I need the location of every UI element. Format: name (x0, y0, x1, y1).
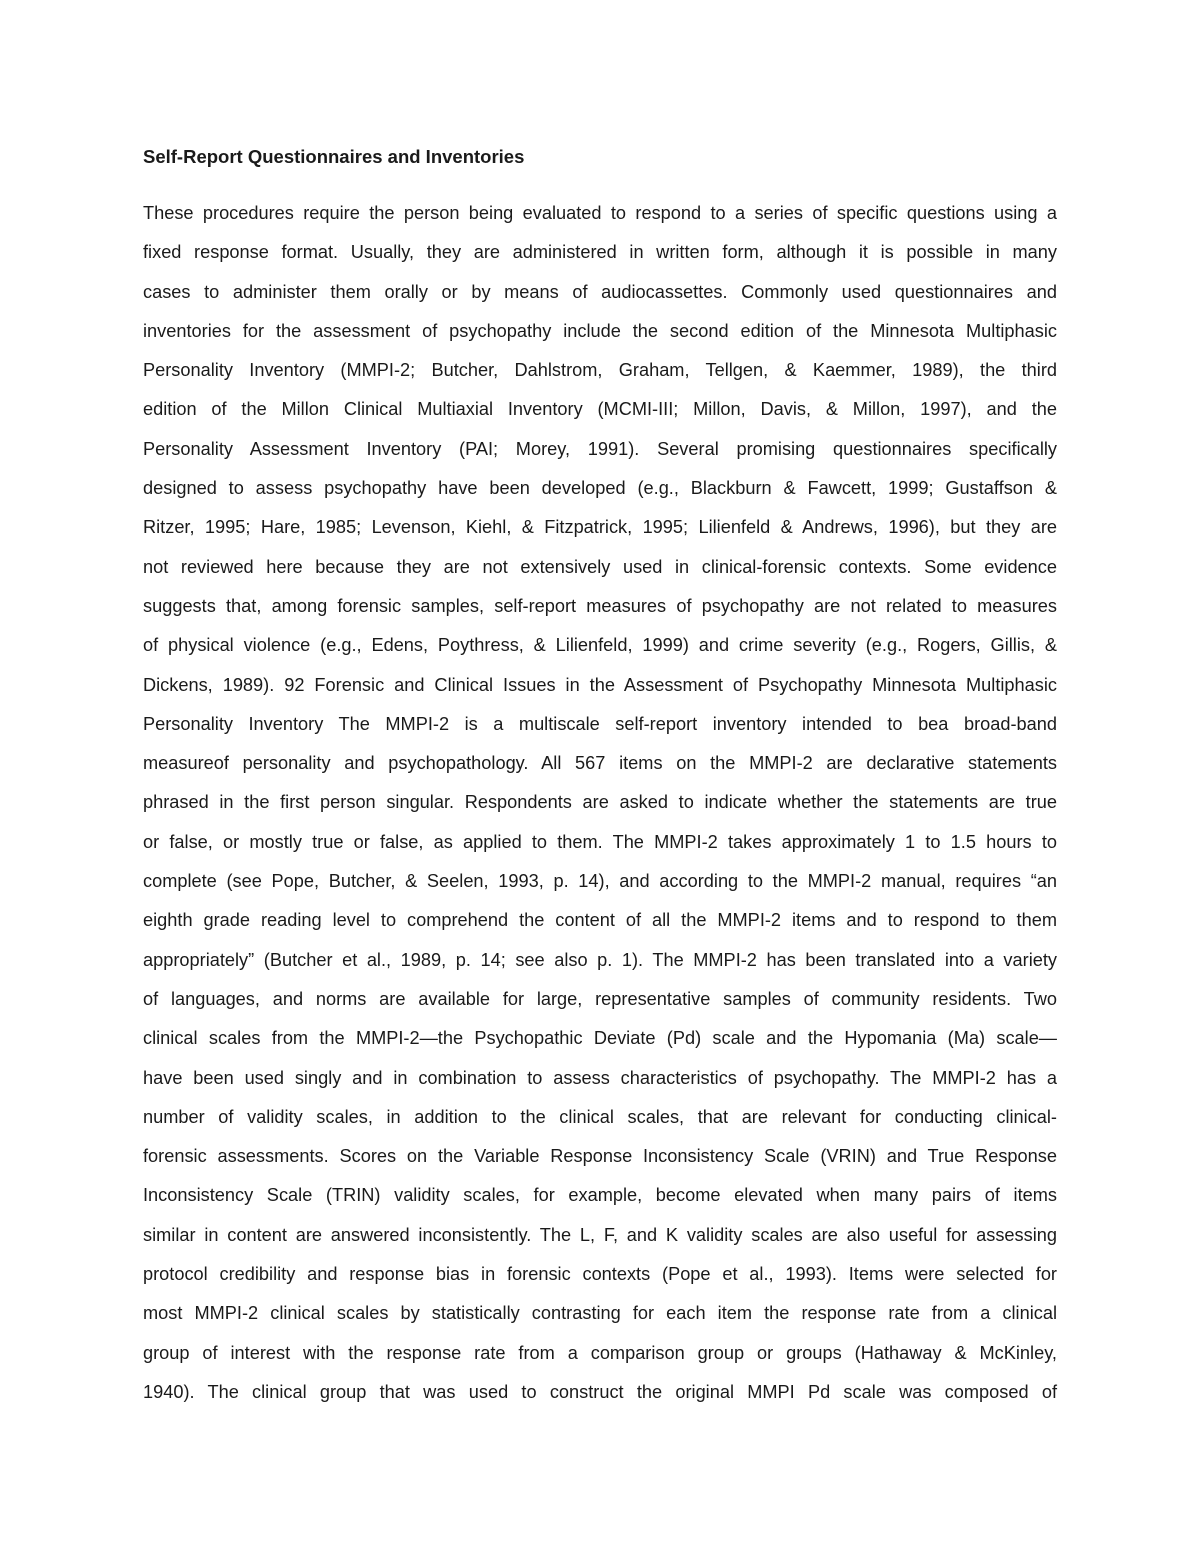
text-line: of languages, and norms are available for large, representative samples of community residents. Two (143, 988, 1057, 1009)
text-line: or false, or mostly true or false, as applied to them. The MMPI-2 takes approximately 1 to 1.5 hours to (143, 831, 1057, 852)
text-line: Personality Inventory The MMPI-2 is a multiscale self-report inventory intended to bea broad-band (143, 713, 1057, 734)
text-line: complete (see Pope, Butcher, & Seelen, 1993, p. 14), and according to the MMPI-2 manual, requires “an (143, 871, 1057, 892)
text-line: Personality Inventory (MMPI-2; Butcher, Dahlstrom, Graham, Tellgen, & Kaemmer, 1989), the third (143, 360, 1057, 381)
text-line: similar in content are answered inconsistently. The L, F, and K validity scales are also useful for assessing (143, 1224, 1057, 1245)
text-line: of physical violence (e.g., Edens, Poythress, & Lilienfeld, 1999) and crime severity (e.g., Rogers, Gillis, & (143, 635, 1057, 656)
text-line: phrased in the first person singular. Respondents are asked to indicate whether the statements are true (143, 792, 1057, 813)
text-line: inventories for the assessment of psychopathy include the second edition of the Minnesota Multiphasic (143, 320, 1057, 341)
section-heading: Self-Report Questionnaires and Inventories (143, 146, 525, 167)
text-line: forensic assessments. Scores on the Variable Response Inconsistency Scale (VRIN) and True Response (143, 1146, 1057, 1167)
text-line: protocol credibility and response bias in forensic contexts (Pope et al., 1993). Items were selected for (143, 1264, 1057, 1285)
text-line: 1940). The clinical group that was used to construct the original MMPI Pd scale was composed of (143, 1381, 1057, 1402)
text-line: Ritzer, 1995; Hare, 1985; Levenson, Kiehl, & Fitzpatrick, 1995; Lilienfeld & Andrews, 1996), but they are (143, 517, 1057, 538)
text-line: appropriately” (Butcher et al., 1989, p. 14; see also p. 1). The MMPI-2 has been translated into a variety (143, 949, 1057, 970)
text-line: cases to administer them orally or by means of audiocassettes. Commonly used questionnaires and (143, 281, 1057, 302)
text-line: eighth grade reading level to comprehend the content of all the MMPI-2 items and to respond to them (143, 910, 1057, 931)
text-line: measureof personality and psychopathology. All 567 items on the MMPI-2 are declarative statements (143, 753, 1057, 774)
body-paragraph (143, 198, 1057, 1416)
text-line: group of interest with the response rate from a comparison group or groups (Hathaway & McKinley, (143, 1342, 1057, 1363)
text-line: number of validity scales, in addition to the clinical scales, that are relevant for conducting clinical- (143, 1106, 1057, 1127)
text-line: have been used singly and in combination to assess characteristics of psychopathy. The MMPI-2 has a (143, 1067, 1057, 1088)
text-line: most MMPI-2 clinical scales by statistically contrasting for each item the response rate from a clinical (143, 1303, 1057, 1324)
text-line: designed to assess psychopathy have been developed (e.g., Blackburn & Fawcett, 1999; Gustaffson & (143, 478, 1057, 499)
text-line: fixed response format. Usually, they are administered in written form, although it is possible in many (143, 242, 1057, 263)
text-line: Dickens, 1989). 92 Forensic and Clinical Issues in the Assessment of Psychopathy Minnesota Multiphasic (143, 674, 1057, 695)
text-line: edition of the Millon Clinical Multiaxial Inventory (MCMI-III; Millon, Davis, & Millon, 1997), and the (143, 399, 1057, 420)
text-line: suggests that, among forensic samples, self-report measures of psychopathy are not related to measures (143, 595, 1057, 616)
text-line: clinical scales from the MMPI-2—the Psychopathic Deviate (Pd) scale and the Hypomania (Ma) scale— (143, 1028, 1057, 1049)
text-line: These procedures require the person being evaluated to respond to a series of specific questions using a (143, 203, 1057, 223)
text-line: Personality Assessment Inventory (PAI; Morey, 1991). Several promising questionnaires specifically (143, 438, 1057, 459)
text-line: not reviewed here because they are not extensively used in clinical-forensic contexts. Some evidence (143, 556, 1057, 577)
text-line: Inconsistency Scale (TRIN) validity scales, for example, become elevated when many pairs of items (143, 1185, 1057, 1206)
